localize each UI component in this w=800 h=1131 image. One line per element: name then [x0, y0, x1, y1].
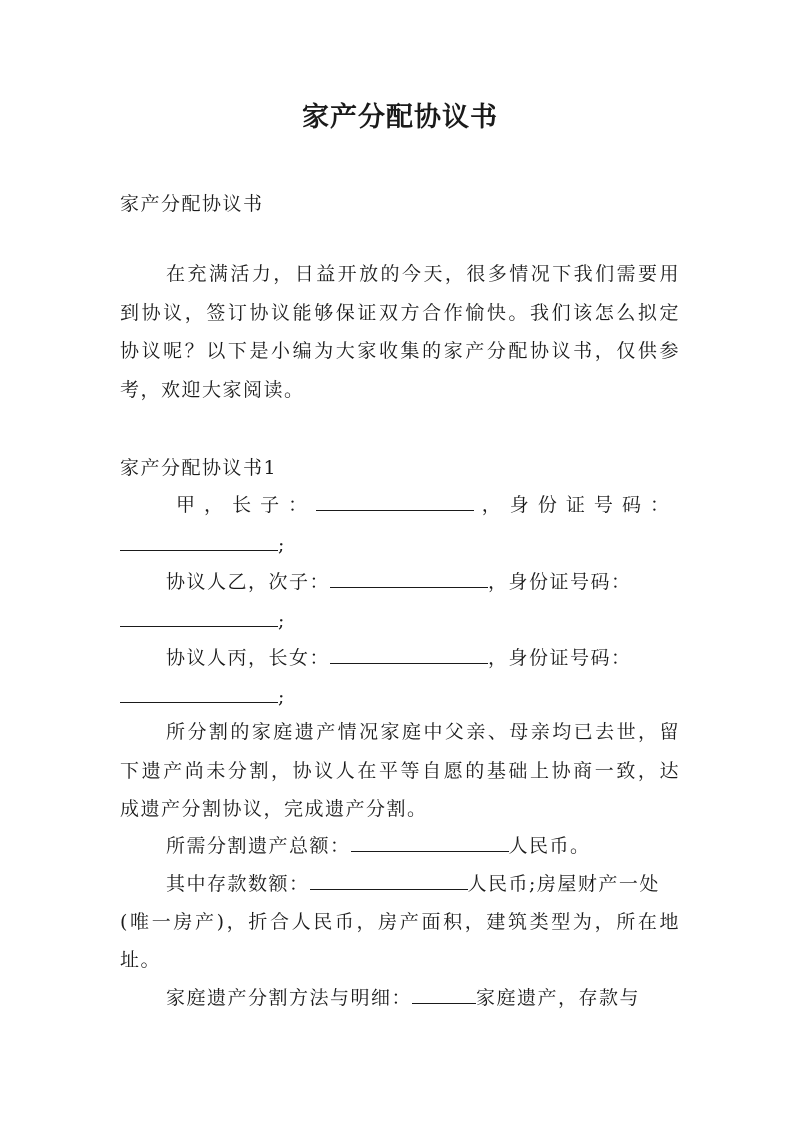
party-b-line — [166, 567, 680, 597]
intro-line-2: 到协议，签订协议能够保证双方合作愉快。我们该怎么拟定 — [120, 302, 680, 324]
party-c-line — [166, 643, 680, 673]
deposit-line — [166, 869, 680, 899]
party-a-id-line — [120, 530, 680, 560]
party-b-id-blank[interactable] — [120, 608, 278, 627]
house-line-2: 址。 — [120, 949, 162, 971]
estate-line-3: 成遗产分割协议，完成遗产分割。 — [120, 798, 428, 820]
deposit-label: 其中存款数额： — [166, 873, 310, 895]
estate-line-1: 所分割的家庭遗产情况家庭中父亲、母亲均已去世，留 — [166, 721, 680, 743]
party-a-label: 甲 ， 长 子 ： — [176, 494, 309, 516]
party-b-id-line — [120, 606, 680, 636]
method-label: 家庭遗产分割方法与明细： — [166, 987, 413, 1009]
party-a-end: ; — [278, 534, 286, 556]
party-c-name-blank[interactable] — [330, 645, 488, 664]
method-line — [166, 983, 680, 1013]
party-c-label: 协议人丙，长女： — [166, 647, 331, 669]
deposit-amount-blank[interactable] — [310, 871, 468, 890]
party-a-id-blank[interactable] — [120, 532, 278, 551]
total-label: 所需分割遗产总额： — [166, 835, 351, 857]
intro-line-4: 考，欢迎大家阅读。 — [120, 379, 305, 401]
method-blank[interactable] — [412, 985, 476, 1004]
party-c-id-label: ，身份证号码： — [488, 647, 632, 669]
document-subtitle: 家产分配协议书 — [120, 193, 264, 215]
party-a-id-label: ， 身 份 证 号 码 ： — [481, 494, 671, 516]
house-line-1: (唯一房产)，折合人民币，房产面积，建筑类型为，所在地 — [120, 911, 680, 933]
estate-line-2: 下遗产尚未分割，协议人在平等自愿的基础上协商一致，达 — [120, 760, 680, 782]
party-a-name-blank[interactable] — [316, 492, 474, 511]
section-heading: 家产分配协议书1 — [120, 457, 278, 479]
party-a-line — [176, 490, 680, 520]
party-c-end: ; — [278, 686, 286, 708]
party-c-id-blank[interactable] — [120, 684, 278, 703]
total-line — [166, 831, 680, 861]
deposit-suffix: 人民币;房屋财产一处 — [467, 873, 660, 895]
method-suffix: 家庭遗产，存款与 — [476, 987, 641, 1009]
document-title: 家产分配协议书 — [302, 102, 498, 133]
intro-line-1: 在充满活力，日益开放的今天，很多情况下我们需要用 — [166, 263, 680, 285]
party-b-name-blank[interactable] — [330, 569, 488, 588]
total-amount-blank[interactable] — [351, 833, 509, 852]
total-suffix: 人民币。 — [508, 835, 591, 857]
party-c-id-line — [120, 682, 680, 712]
party-b-end: ; — [278, 610, 286, 632]
party-b-label: 协议人乙，次子： — [166, 571, 331, 593]
party-b-id-label: ，身份证号码： — [488, 571, 632, 593]
intro-line-3: 协议呢？以下是小编为大家收集的家产分配协议书，仅供参 — [120, 340, 680, 362]
